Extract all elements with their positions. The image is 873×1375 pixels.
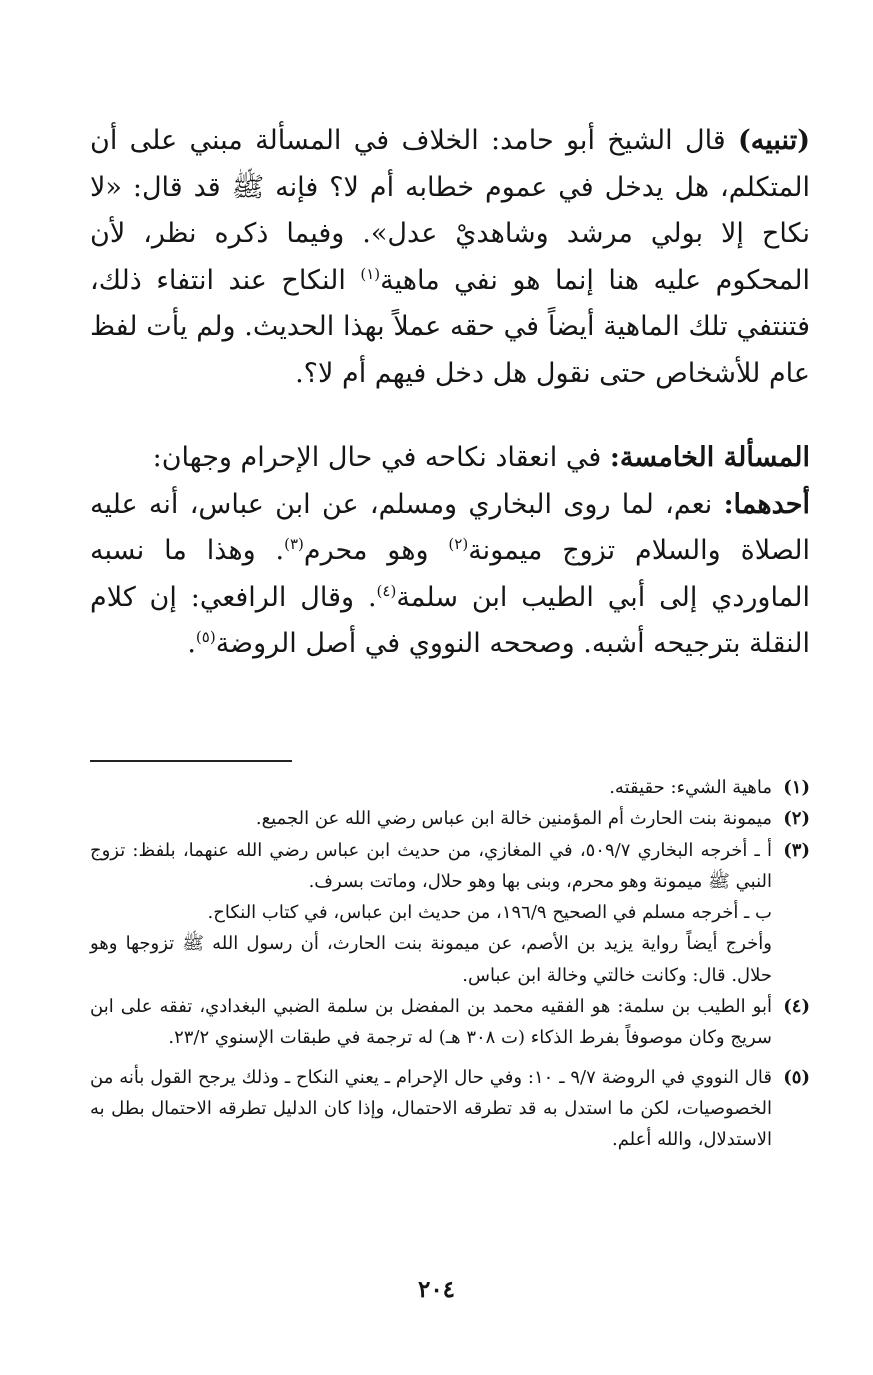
footnote-line: ب ـ أخرجه مسلم في الصحيح ١٩٦/٩، من حديث ابن عباس، في كتاب النكاح. [207, 902, 772, 924]
footnote-number: (٣) [783, 839, 810, 861]
footnote-body [90, 772, 772, 803]
first-view-label: أحدهما: [723, 488, 810, 520]
footnote-line: ميمونة بنت الحارث أم المؤمنين خالة ابن عباس رضي الله عن الجميع. [255, 808, 772, 830]
footnote-5 [90, 1062, 810, 1156]
footnote-body [90, 835, 772, 991]
footnote-ref-2: (٢) [448, 535, 469, 553]
first-view-text-d: . وقال الرافعي: إن كلام النقلة بترجيحه أشبه. وصححه النووي في أصل الروضة [90, 581, 810, 659]
masala-label: المسألة الخامسة: [609, 442, 810, 473]
footnotes [90, 772, 810, 1156]
footnote-ref-5: (٥) [195, 628, 216, 646]
footnote-line: أ ـ أخرجه البخاري ٥٠٩/٧، في المغازي، من حديث ابن عباس رضي الله عنهما، بلفظ: تزوج النبي ﷺ ميمونة وهو محرم، وبنى بها وهو حلال، وماتت بسرف. [90, 839, 772, 892]
footnote-2 [90, 803, 810, 834]
masala-text: في انعقاد نكاحه في حال الإحرام وجهان: [152, 442, 610, 473]
footnote-body [90, 1062, 772, 1156]
footnote-line: قال النووي في الروضة ٩/٧ ـ ١٠: وفي حال الإحرام ـ يعني النكاح ـ وذلك يرجح القول بأنه من الخصوصيات، لكن ما استدل به قد تطرقه الاحتمال، وإذا كان الدليل تطرقه الاحتمال بطل به الاستدلال، والله أعلم. [90, 1066, 773, 1151]
footnote-4 [90, 991, 810, 1054]
main-text [90, 118, 810, 668]
tanbih-label: (تنبيه) [738, 125, 810, 156]
first-view-text: نعم، لما روى البخاري ومسلم، عن ابن عباس، أنه عليه الصلاة والسلام تزوج ميمونة [90, 488, 810, 566]
first-view-paragraph [90, 482, 810, 668]
first-view-text-e: . [187, 628, 196, 659]
footnote-ref-1: (١) [360, 264, 381, 283]
first-view-text-c: . وهذا ما نسبه الماوردي إلى أبي الطيب ابن سلمة [90, 535, 811, 613]
footnote-ref-3: (٣) [284, 535, 304, 553]
footnote-3 [90, 835, 810, 991]
footnote-1 [90, 772, 810, 803]
footnote-ref-4: (٤) [376, 581, 397, 600]
footnote-separator [90, 760, 292, 762]
tanbih-text-continued: النكاح عند انتفاء ذلك، فتنتفي تلك الماهية أيضاً في حقه عملاً بهذا الحديث. ولم يأت لفظ عام للأشخاص حتى نقول هل دخل فيهم أم لا؟. [90, 264, 810, 389]
footnote-number: (٤) [783, 996, 810, 1018]
footnote-line: أبو الطيب بن سلمة: هو الفقيه محمد بن المفضل بن سلمة الضبي البغدادي، تفقه على ابن سريج وكان موصوفاً بفرط الذكاء (ت ٣٠٨ هـ) له ترجمة في طبقات الإسنوي ٢٣/٢. [90, 996, 772, 1049]
footnote-line: ماهية الشيء: حقيقته. [609, 777, 772, 798]
tanbih-text: قال الشيخ أبو حامد: الخلاف في المسألة مبني على أن المتكلم، هل يدخل في عموم خطابه أم لا؟ فإنه ﷺ قد قال: «لا نكاح إلا بولي مرشد وشاهديْ عدل». وفيما ذكره نظر، لأن المحكوم عليه هنا إنما هو نفي ماهية [90, 125, 810, 296]
masala-heading-paragraph [90, 435, 810, 482]
footnote-number: (٥) [783, 1066, 810, 1088]
footnote-line: وأخرج أيضاً رواية يزيد بن الأصم، عن ميمونة بنت الحارث، أن رسول الله ﷺ تزوجها وهو حلال. قال: وكانت خالتي وخالة ابن عباس. [90, 933, 772, 986]
footnote-number: (٢) [783, 808, 810, 830]
footnote-number: (١) [783, 777, 810, 798]
footnote-body [90, 991, 772, 1054]
tanbih-paragraph [90, 118, 810, 397]
first-view-text-b: وهو محرم [303, 535, 449, 566]
page-number: ٢٠٤ [417, 1276, 456, 1303]
footnote-body [90, 803, 772, 834]
